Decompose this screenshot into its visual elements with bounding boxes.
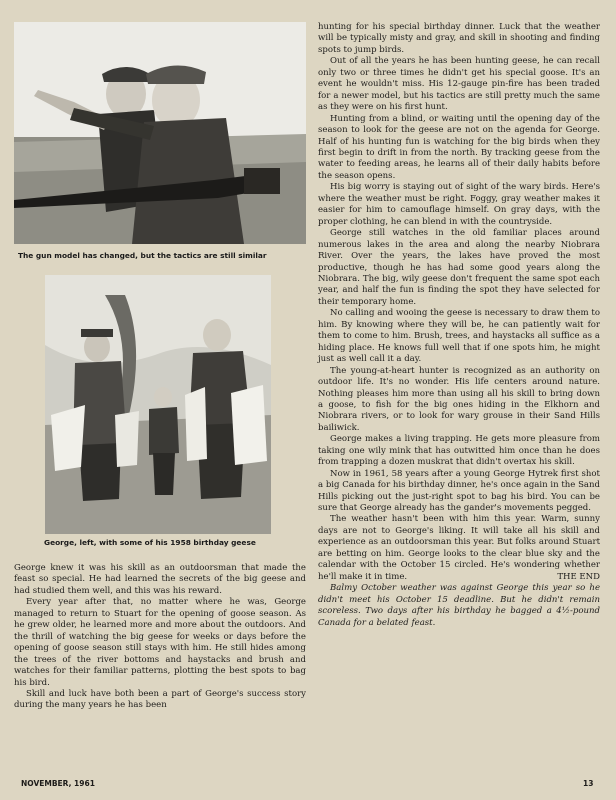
article-paragraph-text: The weather hasn't been with him this year. Warm, sunny days are not to George's liking. It will take all his skill and experience as an outdoorsman this year. But folks around Stuart are betting on him. George looks to the clear blue sky and the calendar with the October 15 circled. He's wondering whether he'll make it in time. [318, 514, 600, 582]
page-number: 13 [583, 779, 594, 788]
photo-hunters-pointing-image [14, 22, 306, 244]
article-paragraph: Now in 1961, 58 years after a young George Hytrek first shot a big Canada for his birthday dinner, he's once again in the Sand Hills picking out the just-right spot to bag his bird. You can be sure that George already has the gander's movements pegged. [318, 468, 600, 514]
footer-date: NOVEMBER, 1961 [21, 779, 95, 788]
article-paragraph: George knew it was his skill as an outdoorsman that made the feast so special. He had learned the secrets of the big geese and had studied them well, and this was his reward. [14, 563, 306, 596]
article-paragraph: George still watches in the old familiar places around numerous lakes in the area and along the nearby Niobrara River. Over the years, the lakes have proved the most productive, though he has had some good years along the Niobrara. The big, wily geese don't frequent the same spot each year, and half the fun is finding the spot they have selected for their temporary home. [318, 228, 600, 307]
article-paragraph: His big worry is staying out of sight of the wary birds. Here's where the weather must be right. Foggy, gray weather makes it easier for him to camouflage himself. On gray days, with the proper clothing, he can blend in with the countryside. [318, 182, 600, 227]
article-column-left [14, 563, 306, 712]
article-column-right [318, 22, 600, 629]
article-paragraph: hunting for his special birthday dinner. Luck that the weather will be typically misty and gray, and skill in shooting and finding spots to jump birds. [318, 22, 600, 55]
article-paragraph: No calling and wooing the geese is necessary to draw them to him. By knowing where they will be, he can patiently wait for them to come to him. Brush, trees, and haystacks all suffice as a hiding place. He knows full well that if one spots him, he might just as well call it a day. [318, 308, 600, 365]
article-paragraph: George makes a living trapping. He gets more pleasure from taking one wily mink that has outwitted him once than he does from trapping a dozen muskrat that didn't overtax his skill. [318, 434, 600, 468]
postscript: Balmy October weather was against George this year so he didn't meet his October 15 deadline. But he didn't remain scoreless. Two days after his birthday he bagged a 4½-pound Canada for a belated feast. [318, 583, 600, 628]
photo-caption: The gun model has changed, but the tactics are still similar [18, 251, 267, 260]
article-paragraph-final [318, 514, 600, 583]
photo-hunters-pointing [14, 22, 306, 244]
article-paragraph: Out of all the years he has been hunting geese, he can recall only two or three times he didn't get his special goose. It's an event he wouldn't miss. His 12-gauge pin-fire has been traded for a newer model, but his tactics are still pretty much the same as they were on his first hunt. [318, 56, 600, 113]
article-paragraph: Every year after that, no matter where he was, George managed to return to Stuart for the opening of goose season. As he grew older, he learned more and more about the outdoors. And the thrill of watching the big geese for weeks or days before the opening of goose season still stays with him. He still hides among the trees of the river bottoms and haystacks and brush and watches for their familiar patterns, plotting the best spots to bag his bird. [14, 597, 306, 688]
end-mark: THE END [557, 571, 600, 582]
photo-geese-group [45, 275, 271, 534]
photo-geese-group-image [45, 275, 271, 534]
photo-caption: George, left, with some of his 1958 birthday geese [44, 538, 256, 547]
article-paragraph: Skill and luck have both been a part of George's success story during the many years he has been [14, 688, 306, 711]
article-paragraph: Hunting from a blind, or waiting until the opening day of the season to look for the geese are not on the agenda for George. Half of his hunting fun is watching for the big birds when they first begin to drift in from the north. By tracking geese from the water to feeding areas, he learns all of their daily habits before the season opens. [318, 113, 600, 181]
article-paragraph: The young-at-heart hunter is recognized as an authority on outdoor life. It's no wonder. His life centers around nature. Nothing pleases him more than using all his skill to bring down a goose, to fish for the big ones hiding in the Elkhorn and Niobrara rivers, or to look for wary grouse in their Sand Hills bailiwick. [318, 365, 600, 433]
